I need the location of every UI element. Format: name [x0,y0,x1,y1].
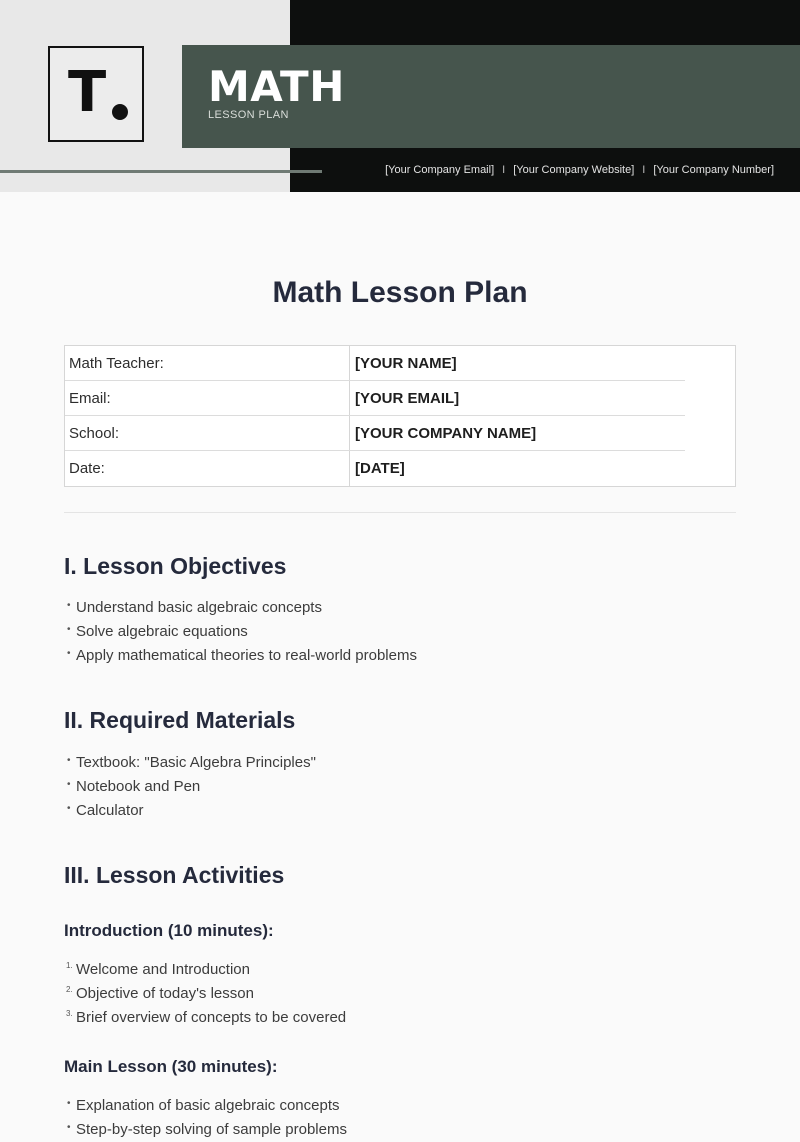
bullet-icon: • [67,1098,71,1109]
list-number: 2. [66,985,73,994]
info-row-teacher [65,346,685,381]
subheading-introduction: Introduction (10 minutes): [64,921,274,940]
list-item: • Solve algebraic equations [64,620,417,644]
objectives-list [64,596,417,668]
introduction-list [64,958,346,1030]
section-heading-objectives: I. Lesson Objectives [64,553,287,579]
info-row-date [65,451,685,486]
header-divider-line [0,170,322,173]
main-lesson-list [64,1094,347,1142]
list-number: 1. [66,961,73,970]
info-value: [YOUR EMAIL] [355,390,460,407]
info-table [64,345,736,487]
list-item: • Explanation of basic algebraic concepts [64,1094,347,1118]
company-email: [Your Company Email] [385,164,495,176]
info-label: School: [69,425,120,442]
list-number: 3. [66,1009,73,1018]
bullet-icon: • [67,755,71,766]
materials-list [64,751,316,823]
contact-separator: I [502,164,506,176]
section-divider [64,512,736,513]
info-label: Date: [69,460,105,477]
list-item: • Textbook: "Basic Algebra Principles" [64,751,316,775]
list-item: 2. Objective of today's lesson [64,982,346,1006]
subheading-main-lesson: Main Lesson (30 minutes): [64,1057,278,1076]
bullet-icon: • [67,600,71,611]
bullet-icon: • [67,624,71,635]
company-website: [Your Company Website] [513,164,635,176]
bullet-icon: • [67,803,71,814]
bullet-icon: • [67,779,71,790]
bullet-icon: • [67,1122,71,1133]
section-heading-materials: II. Required Materials [64,707,296,733]
logo-dot-icon [112,104,128,120]
company-number: [Your Company Number] [653,164,774,176]
info-label: Math Teacher: [69,355,164,372]
list-item: • Calculator [64,799,316,823]
list-item: • Step-by-step solving of sample problems [64,1118,347,1142]
list-item: • Apply mathematical theories to real-world problems [64,644,417,668]
list-item: • Understand basic algebraic concepts [64,596,417,620]
header-title: MATH [208,62,345,111]
list-item: 3. Brief overview of concepts to be covered [64,1006,346,1030]
bullet-icon: • [67,648,71,659]
contact-separator: I [642,164,646,176]
list-item: • Notebook and Pen [64,775,316,799]
header-subtitle: LESSON PLAN [208,109,289,121]
info-value: [DATE] [355,460,405,477]
info-row-school [65,416,685,451]
company-logo [48,46,144,142]
document-title: Math Lesson Plan [272,276,528,309]
info-value: [YOUR NAME] [355,355,457,372]
list-item: 1. Welcome and Introduction [64,958,346,982]
info-row-email [65,381,685,416]
logo-letter: T [68,60,107,125]
header-title-bar [182,45,800,148]
info-label: Email: [69,390,111,407]
info-value: [YOUR COMPANY NAME] [355,425,537,442]
contact-info [385,164,774,176]
section-heading-activities: III. Lesson Activities [64,862,285,888]
